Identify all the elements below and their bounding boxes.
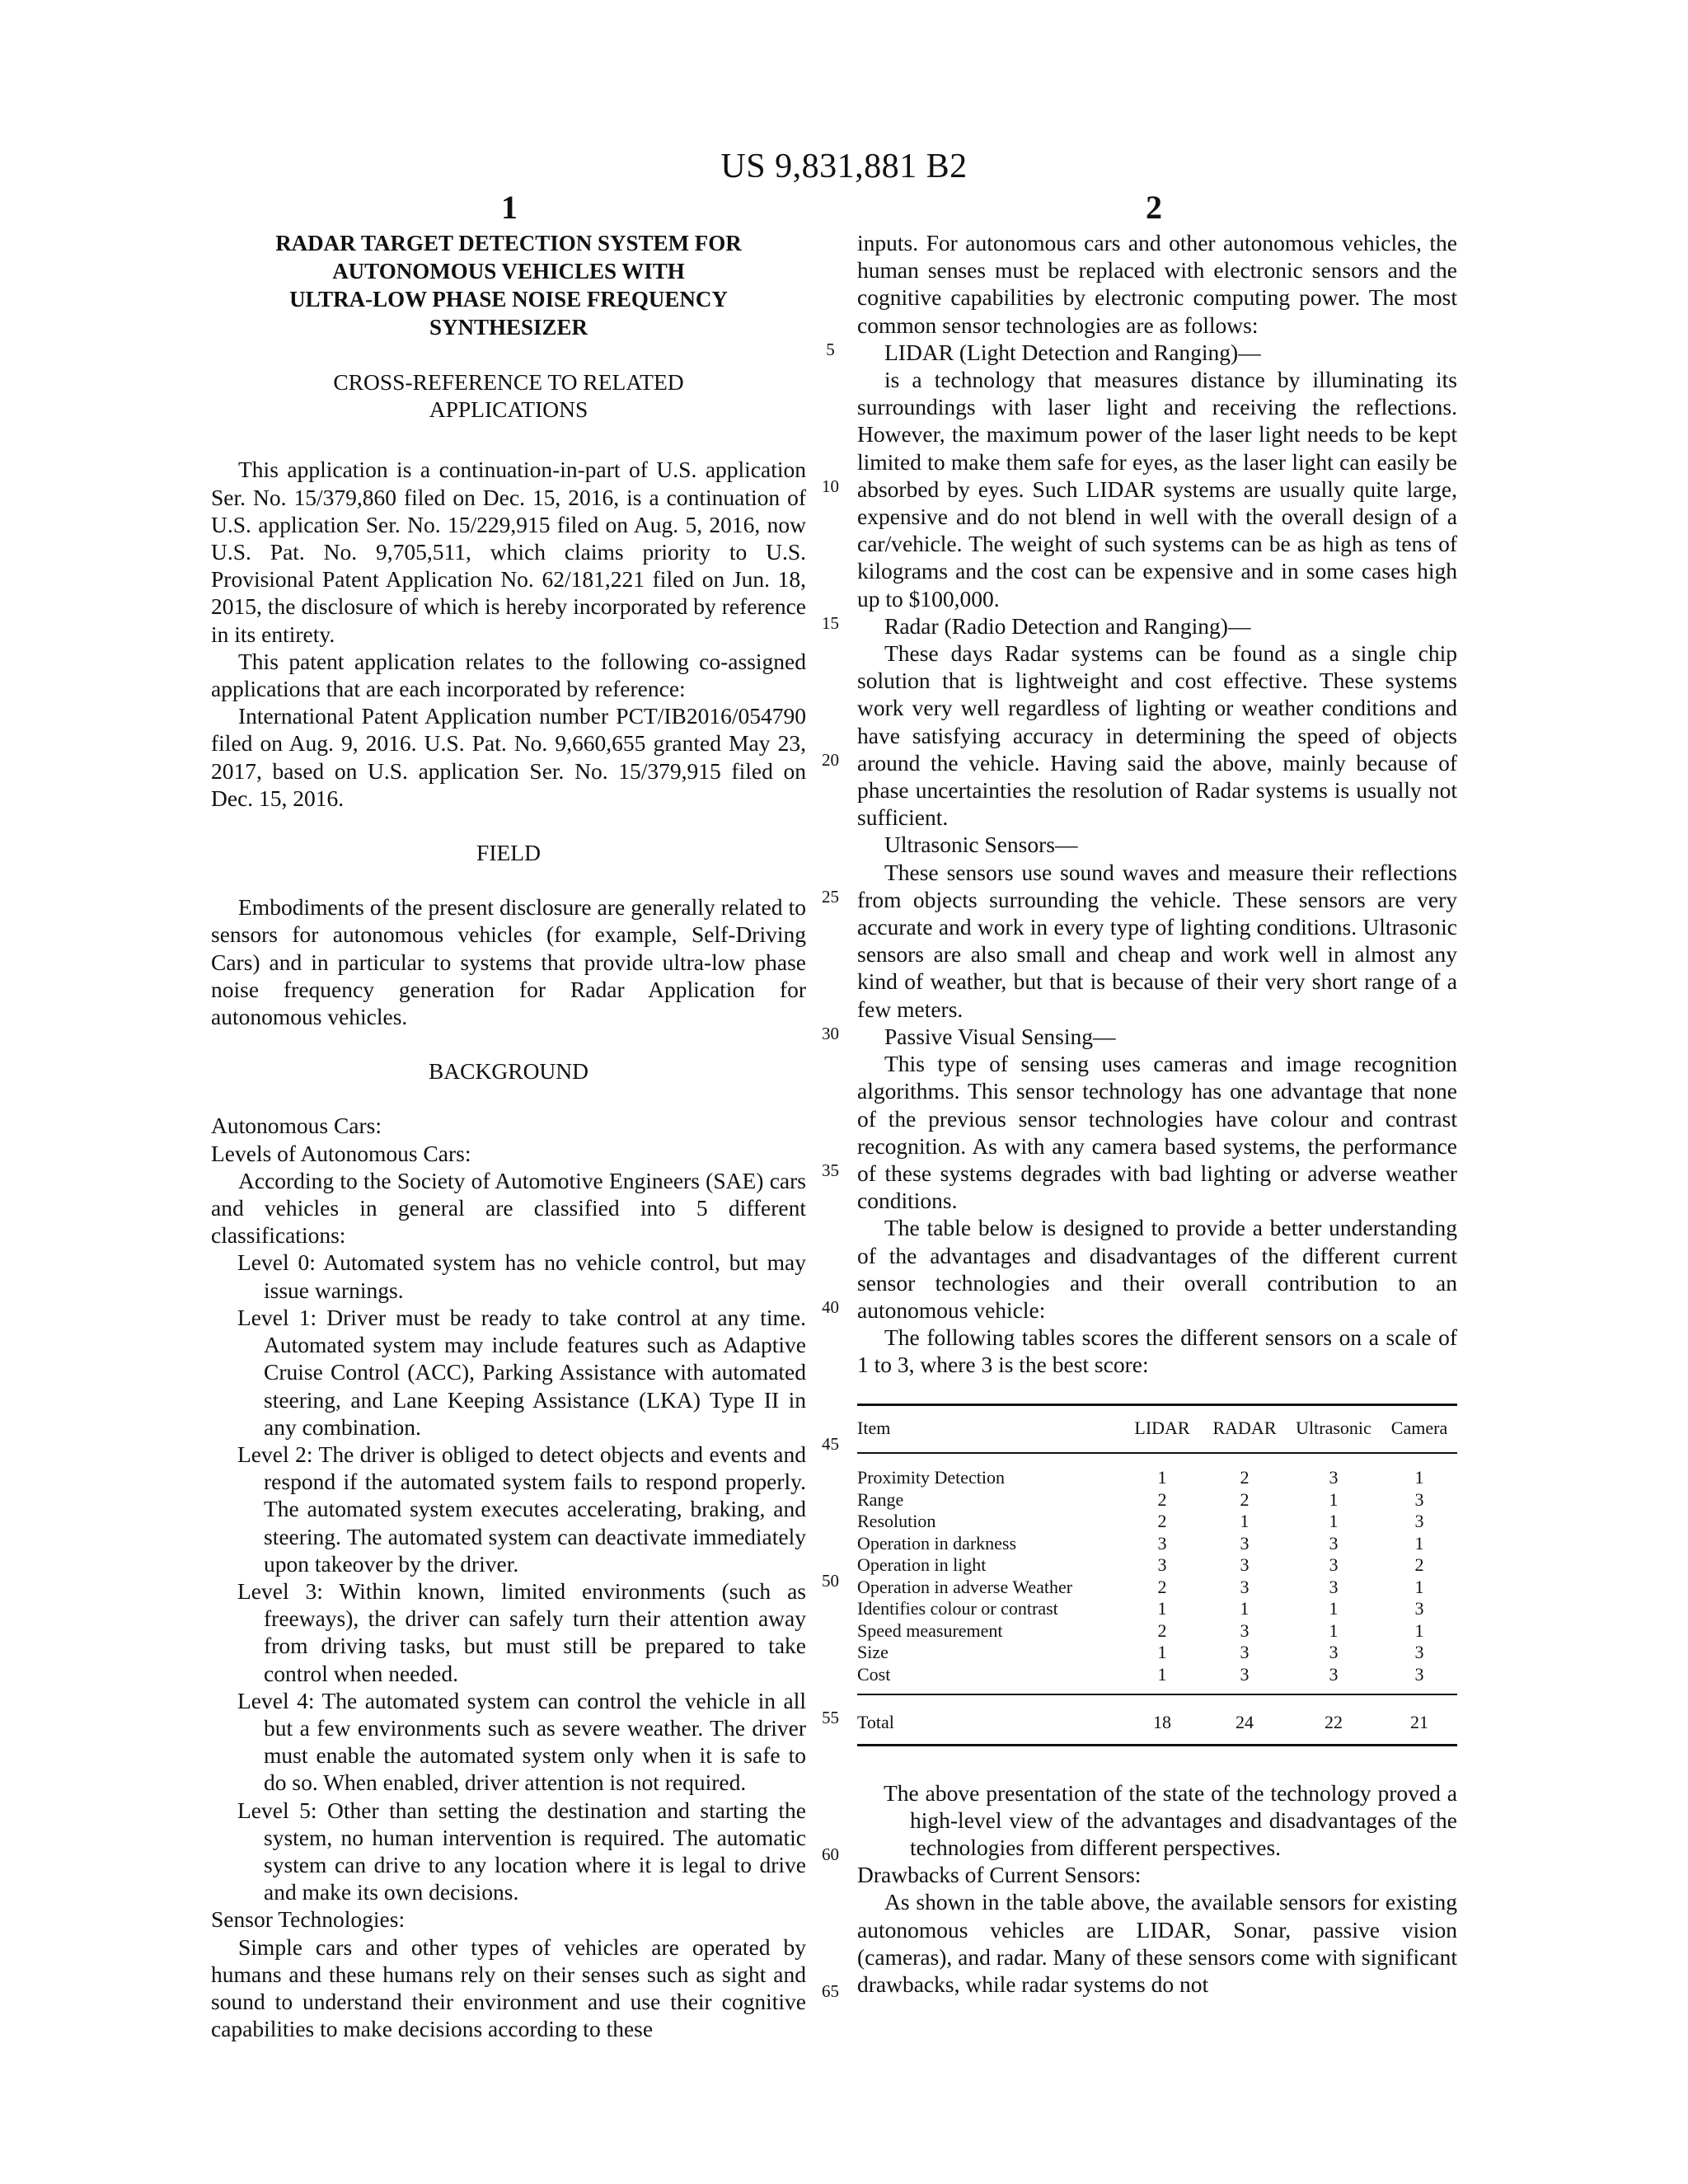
table-row	[857, 1489, 1457, 1511]
table-cell: Identifies colour or contrast	[857, 1598, 1058, 1619]
table-cell: 1	[1414, 1576, 1424, 1597]
ultrasonic-heading: Ultrasonic Sensors—	[884, 832, 1078, 858]
table-total-cell: 24	[1236, 1712, 1254, 1733]
table-cell: 1	[1329, 1598, 1339, 1619]
table-cell: 3	[1240, 1532, 1250, 1554]
table-cell: Operation in darkness	[857, 1532, 1017, 1554]
table-cell: 2	[1414, 1554, 1424, 1576]
table-intro-paragraph-2: The following tables scores the different sensors on a scale of 1 to 3, where 3 is the best score:	[857, 1324, 1457, 1378]
table-header-cell: LIDAR	[1134, 1417, 1190, 1438]
table-cell: 1	[1157, 1642, 1167, 1663]
patent-number: US 9,831,881 B2	[720, 148, 968, 185]
line-number: 30	[822, 1024, 839, 1043]
column-number-right: 2	[1146, 189, 1162, 226]
table-header-cell: Camera	[1390, 1417, 1448, 1438]
table-total-cell: 22	[1325, 1712, 1343, 1733]
line-number: 10	[822, 476, 839, 496]
table-cell: 1	[1157, 1467, 1167, 1488]
level-2-item: Level 2: The driver is obliged to detect objects and events and respond if the automated system fails to respond properly. The automated system executes accelerating, braking, and steering. The automated system can deactivate immediately upon takeover by the driver.	[237, 1441, 806, 1577]
ultrasonic-paragraph: These sensors use sound waves and measure their reflections from objects surrounding the vehicle. These sensors are very accurate and work in every type of lighting conditions. Ultrasonic sensors are also small and cheap and work well in almost any kind of weather, but that is because of their very short range of a few meters.	[857, 859, 1457, 1022]
background-heading: BACKGROUND	[428, 1058, 589, 1085]
table-header-row	[857, 1404, 1457, 1453]
sensor-paragraph: Simple cars and other types of vehicles are operated by humans and these humans rely on their senses such as sight and sound to understand their environment and use their cognitive capabilities to make decisions according to these	[211, 1933, 806, 2042]
field-heading: FIELD	[476, 840, 541, 866]
title-line: ULTRA-LOW PHASE NOISE FREQUENCY	[289, 287, 728, 312]
related-applications-paragraph: International Patent Application number PCT/IB2016/054790 filed on Aug. 9, 2016. U.S. Pat. No. 9,660,655 granted May 23, 2017, based on U.S. application Ser. No. 15/379,915 filed on Dec. 15, 2016.	[211, 703, 806, 811]
column-number-left: 1	[501, 189, 518, 226]
table-cell: 3	[1414, 1642, 1424, 1663]
sae-paragraph: According to the Society of Automotive Engineers (SAE) cars and vehicles in general are classified into 5 different classifications:	[211, 1167, 806, 1249]
table-cell: 3	[1414, 1598, 1424, 1619]
table-cell: 2	[1240, 1488, 1250, 1510]
left-column	[211, 229, 806, 2042]
table-total-cell: Total	[857, 1712, 894, 1733]
line-number: 50	[822, 1571, 839, 1591]
table-cell: 1	[1240, 1511, 1250, 1532]
table-total-row	[857, 1694, 1457, 1745]
field-paragraph: Embodiments of the present disclosure are generally related to sensors for autonomous vehicles (for example, Self-Driving Cars) and in particular to systems that provide ultra-low phase noise frequency generation for Radar Application for autonomous vehicles.	[211, 894, 806, 1030]
table-row	[857, 1453, 1457, 1489]
table-cell: 3	[1329, 1554, 1339, 1576]
line-number: 15	[822, 613, 839, 633]
table-row	[857, 1533, 1457, 1555]
table-total-cell: 21	[1410, 1712, 1428, 1733]
table-cell: 2	[1157, 1511, 1167, 1532]
table-cell: 1	[1414, 1619, 1424, 1641]
table-cell: 3	[1240, 1554, 1250, 1576]
table-cell: 3	[1414, 1488, 1424, 1510]
table-row	[857, 1598, 1457, 1620]
table-row	[857, 1642, 1457, 1664]
table-row	[857, 1664, 1457, 1695]
line-number: 20	[822, 750, 839, 770]
table-cell: Size	[857, 1642, 889, 1663]
line-number: 60	[822, 1844, 839, 1864]
table-cell: 1	[1157, 1663, 1167, 1685]
table-cell: 1	[1157, 1598, 1167, 1619]
table-header-cell: RADAR	[1212, 1417, 1277, 1438]
table-intro-paragraph: The table below is designed to provide a better understanding of the advantages and disadvantages of the different current sensor technologies and their overall contribution to an autonomous vehicle:	[857, 1215, 1457, 1323]
table-header-cell: Ultrasonic	[1296, 1417, 1372, 1438]
table-cell: 1	[1414, 1532, 1424, 1554]
lidar-heading: LIDAR (Light Detection and Ranging)—	[884, 339, 1261, 365]
table-cell: 2	[1157, 1619, 1167, 1641]
table-cell: 3	[1240, 1642, 1250, 1663]
table-cell: 3	[1240, 1619, 1250, 1641]
table-cell: 3	[1414, 1511, 1424, 1532]
table-total-cell: 18	[1153, 1712, 1171, 1733]
table-cell: 3	[1157, 1532, 1167, 1554]
table-header-cell: Item	[857, 1417, 891, 1438]
table-cell: 3	[1329, 1467, 1339, 1488]
table-cell: 3	[1329, 1642, 1339, 1663]
passive-visual-heading: Passive Visual Sensing—	[884, 1023, 1116, 1049]
inputs-paragraph: inputs. For autonomous cars and other autonomous vehicles, the human senses must be replaced with electronic sensors and the cognitive capabilities by electronic computing power. The most common sensor technologies are as follows:	[857, 230, 1457, 338]
crossref-heading: CROSS-REFERENCE TO RELATED	[333, 369, 684, 395]
table-cell: 2	[1157, 1576, 1167, 1597]
title-line: RADAR TARGET DETECTION SYSTEM FOR	[275, 231, 742, 255]
level-3-item: Level 3: Within known, limited environments (such as freeways), the driver can safely turn their attention away from driving tasks, but must still be prepared to take control when needed.	[237, 1577, 806, 1686]
level-4-item: Level 4: The automated system can control the vehicle in all but a few environments such as severe weather. The driver must enable the automated system only when it is safe to do so. When enabled, driver attention is not required.	[237, 1687, 806, 1796]
table-cell: 2	[1157, 1488, 1167, 1510]
subheading-levels: Levels of Autonomous Cars:	[211, 1140, 471, 1166]
subheading-autonomous-cars: Autonomous Cars:	[211, 1113, 382, 1139]
line-number: 40	[822, 1297, 839, 1317]
line-number: 55	[822, 1708, 839, 1727]
table-cell: 1	[1329, 1511, 1339, 1532]
crossref-heading: APPLICATIONS	[429, 396, 588, 423]
coassigned-paragraph: This patent application relates to the following co-assigned applications that are each incorporated by reference:	[211, 648, 806, 702]
table-cell: 3	[1157, 1554, 1167, 1576]
table-cell: Resolution	[857, 1511, 936, 1532]
radar-heading: Radar (Radio Detection and Ranging)—	[884, 612, 1251, 639]
table-cell: 3	[1329, 1663, 1339, 1685]
lidar-paragraph: is a technology that measures distance by illuminating its surroundings with laser light and receiving the reflections. However, the maximum power of the laser light needs to be kept limited to make them safe for eyes, as the laser light can easily be absorbed by eyes. Such LIDAR systems are usually quite large, expensive and do not blend in well with the overall design of a car/vehicle. The weight of such systems can be as high as tens of kilograms and the cost can be expensive and in some cases high up to $100,000.	[857, 367, 1457, 612]
table-row	[857, 1511, 1457, 1533]
table-cell: Operation in light	[857, 1554, 987, 1576]
after-table-paragraph: The above presentation of the state of the technology proved a high-level view of the advantages and disadvantages of the technologies from different perspectives.	[884, 1779, 1457, 1860]
table-cell: 2	[1240, 1467, 1250, 1488]
table-cell: 3	[1329, 1576, 1339, 1597]
table-cell: 3	[1414, 1663, 1424, 1685]
table-row	[857, 1620, 1457, 1643]
title-line: AUTONOMOUS VEHICLES WITH	[332, 259, 685, 284]
table-cell: 1	[1329, 1488, 1339, 1510]
level-1-item: Level 1: Driver must be ready to take control at any time. Automated system may include features such as Adaptive Cruise Control (ACC), Parking Assistance with automated steering, and Lane Keeping Assistance (LKA) Type II in any combination.	[237, 1304, 806, 1440]
crossref-paragraph: This application is a continuation-in-part of U.S. application Ser. No. 15/379,860 filed on Dec. 15, 2016, is a continuation of U.S. application Ser. No. 15/229,915 filed on Aug. 5, 2016, now U.S. Pat. No. 9,705,511, which claims priority to U.S. Provisional Patent Application No. 62/181,221 filed on Jun. 18, 2015, the disclosure of which is hereby incorporated by reference in its entirety.	[211, 457, 806, 647]
table-cell: Proximity Detection	[857, 1467, 1006, 1488]
table-cell: Cost	[857, 1663, 891, 1685]
table-row	[857, 1577, 1457, 1599]
radar-paragraph: These days Radar systems can be found as a single chip solution that is lightweight and cost effective. These systems work very well regardless of lighting or weather conditions and have satisfying accuracy in determining the speed of objects around the vehicle. Having said the above, mainly because of phase uncertainties the resolution of Radar systems is usually not sufficient.	[857, 640, 1457, 831]
table-cell: 3	[1329, 1532, 1339, 1554]
line-number: 45	[822, 1434, 839, 1454]
right-column	[857, 229, 1457, 1998]
table-cell: 1	[1240, 1598, 1250, 1619]
title-line: SYNTHESIZER	[429, 315, 588, 340]
table-cell: 3	[1240, 1576, 1250, 1597]
passive-visual-paragraph: This type of sensing uses cameras and image recognition algorithms. This sensor technology has one advantage that none of the previous sensor technologies have colour and contrast recognition. As with any camera based systems, the performance of these systems degrades with bad lighting or adverse weather conditions.	[857, 1051, 1457, 1214]
table-cell: 1	[1414, 1467, 1424, 1488]
table-row	[857, 1554, 1457, 1577]
line-number: 35	[822, 1160, 839, 1180]
table-cell: Speed measurement	[857, 1619, 1003, 1641]
drawbacks-paragraph: As shown in the table above, the available sensors for existing autonomous vehicles are LIDAR, Sonar, passive vision (cameras), and radar. Many of these sensors come with significant drawbacks, while radar systems do not	[857, 1889, 1457, 1997]
line-number: 5	[826, 340, 835, 359]
drawbacks-heading: Drawbacks of Current Sensors:	[857, 1862, 1142, 1888]
table-cell: 3	[1240, 1663, 1250, 1685]
level-0-item: Level 0: Automated system has no vehicle control, but may issue warnings.	[237, 1249, 806, 1303]
level-5-item: Level 5: Other than setting the destination and starting the system, no human intervention is required. The automatic system can drive to any location where it is legal to drive and make its own decisions.	[237, 1797, 806, 1905]
sensor-score-table	[857, 1404, 1457, 1746]
line-number: 65	[822, 1981, 839, 2001]
table-cell: Range	[857, 1488, 904, 1510]
table-cell: 1	[1329, 1619, 1339, 1641]
subheading-sensor-technologies: Sensor Technologies:	[211, 1906, 406, 1933]
line-number: 25	[822, 887, 839, 907]
table-cell: Operation in adverse Weather	[857, 1576, 1073, 1597]
